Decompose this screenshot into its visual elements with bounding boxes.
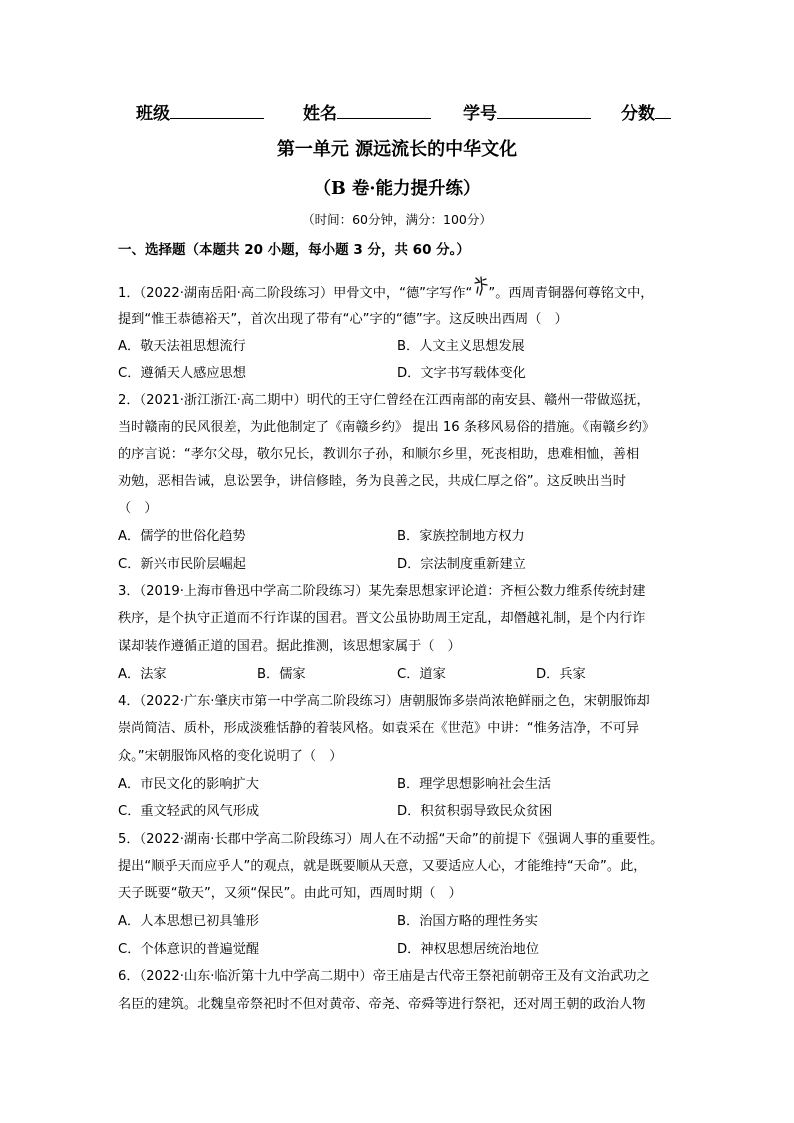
question-4-option-a[interactable]: A．市民文化的影响扩大 [118,777,259,792]
unit-title: 第一单元 源远流长的中华文化 [276,139,518,160]
question-5-line-1: 5．（2022·湖南·长郡中学高二阶段练习）周人在不动摇“天命”的前提下《强调人事的重要性。 [118,832,664,847]
question-4-line-2: 崇尚简洁、质朴，形成淡雅恬静的着装风格。如袁采在《世范》中讲：“惟务洁净，不可异 [118,721,640,736]
question-3-option-a[interactable]: A．法家 [118,667,167,682]
question-1-line-2: 提到“惟王恭德裕天”，首次出现了带有“心”字的“德”字。这反映出西周（ ） [118,312,568,327]
id-blank[interactable] [497,100,591,119]
question-3-option-c[interactable]: C．道家 [397,667,446,682]
question-2-line-2: 当时赣南的民风很差，为此他制定了《南赣乡约》 提出 16 条移风易俗的措施。《南赣乡约》 [118,420,656,435]
question-5-option-a[interactable]: A．人本思想已初具雏形 [118,914,259,929]
question-4-option-d[interactable]: D．积贫积弱导致民众贫困 [397,804,553,819]
question-2-option-d[interactable]: D．宗法制度重新建立 [397,557,526,572]
id-field[interactable] [463,99,591,124]
score-field[interactable] [621,99,671,124]
question-2-line-3: 的序言说：“孝尔父母，敬尔兄长，教训尔子孙，和顺尔乡里，死丧相助，患难相恤，善相 [118,447,640,462]
question-1-option-d[interactable]: D．文字书写载体变化 [397,366,526,381]
question-5-option-d[interactable]: D．神权思想居统治地位 [397,942,540,957]
question-2-line-4: 劝勉，恶相告诫，息讼罢争，讲信修睦，务为良善之民，共成仁厚之俗”。这反映出当时 [118,474,626,489]
class-label: 班级 [136,104,170,124]
question-4-line-3: 众。”宋朝服饰风格的变化说明了（ ） [118,749,343,764]
name-label: 姓名 [303,104,337,124]
score-label: 分数 [621,104,655,124]
class-blank[interactable] [170,100,264,119]
question-1-option-a[interactable]: A．敬天法祖思想流行 [118,339,246,354]
question-1-option-c[interactable]: C．遵循天人感应思想 [118,366,246,381]
question-4-option-b[interactable]: B．理学思想影响社会生活 [397,777,552,792]
question-5-option-b[interactable]: B．治国方略的理性务实 [397,914,538,929]
question-3-option-b[interactable]: B．儒家 [257,667,306,682]
section-heading: 一、选择题（本题共 20 小题，每小题 3 分，共 60 分。） [118,242,470,258]
paper-subtitle: （B 卷·能力提升练） [313,179,481,199]
oracle-bone-de-glyph-icon [472,283,488,303]
question-6-line-1: 6．（2022·山东·临沂第十九中学高二期中）帝王庙是古代帝王祭祀前朝帝王及有文治武功之 [118,969,650,984]
question-3-option-d[interactable]: D．兵家 [536,667,586,682]
class-field[interactable] [136,99,264,124]
question-3-line-2: 秩序，是个执守正道而不行诈谋的国君。晋文公虽协助周王定乱，却僭越礼制，是个内行诈 [118,611,646,626]
question-2-line-1: 2．（2021·浙江浙江·高二期中）明代的王守仁曾经在江西南部的南安县、赣州一带做巡抚， [118,393,650,408]
name-blank[interactable] [337,100,431,119]
student-info-line [136,99,676,123]
question-5-option-c[interactable]: C．个体意识的普遍觉醒 [118,942,260,957]
question-3-line-3: 谋却装作遵循正道的国君。据此推测，该思想家属于（ ） [118,639,461,654]
question-2-line-5: （ ） [118,501,158,516]
question-1-option-b[interactable]: B．人文主义思想发展 [397,339,525,354]
question-2-option-c[interactable]: C．新兴市民阶层崛起 [118,557,246,572]
exam-time-info: （时间：60分钟，满分：100分） [302,212,492,227]
id-label: 学号 [463,104,497,124]
name-field[interactable] [303,99,431,124]
question-4-option-c[interactable]: C．重文轻武的风气形成 [118,804,260,819]
question-4-line-1: 4．（2022·广东·肇庆市第一中学高二阶段练习）唐朝服饰多崇尚浓艳鲜丽之色，宋朝服饰却 [118,694,650,709]
question-5-line-3: 天子既要“敬天”，又须“保民”。由此可知，西周时期（ ） [118,886,462,901]
score-blank[interactable] [655,100,671,119]
question-5-line-2: 提出“顺乎天而应乎人”的观点，就是既要顺从天意，又要适应人心，才能维持“天命”。此， [118,859,647,874]
question-1-line-1: 1．（2022·湖南岳阳·高二阶段练习）甲骨文中，“德”字写作“ ”。西周青铜器何尊铭文中， [118,283,653,304]
question-3-line-1: 3．（2019·上海市鲁迅中学高二阶段练习）某先秦思想家评论道：齐桓公数力维系传统封建 [118,584,646,599]
question-2-option-b[interactable]: B．家族控制地方权力 [397,529,525,544]
question-2-option-a[interactable]: A．儒学的世俗化趋势 [118,529,246,544]
question-6-line-2: 名臣的建筑。北魏皇帝祭祀时不但对黄帝、帝尧、帝舜等进行祭祀，还对周王朝的政治人物 [118,997,646,1012]
